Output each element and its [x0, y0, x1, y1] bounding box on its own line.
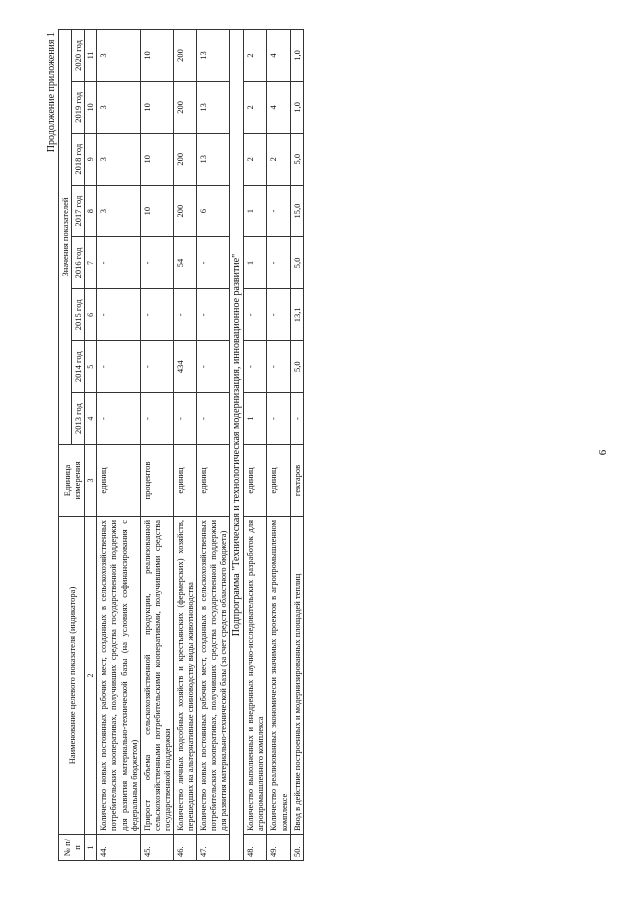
indicator-name: Количество выполненных и внедренных научно-исследовательских разработок для агропромышленного комплекса — [244, 517, 267, 835]
value-cell: 13,1 — [290, 289, 303, 341]
value-cell: - — [97, 341, 140, 393]
page-number: 6 — [597, 449, 609, 456]
header-no: № п/п — [59, 835, 85, 861]
indicator-name: Количество реализованных экономически значимых проектов в агропромышленном комплексе — [267, 517, 290, 835]
value-cell: 434 — [173, 341, 196, 393]
value-cell: 1 — [244, 393, 267, 445]
value-cell: - — [140, 393, 173, 445]
unit-cell: гектаров — [290, 445, 303, 517]
table-row — [244, 30, 267, 861]
table-row — [267, 30, 290, 861]
row-number: 46. — [173, 835, 196, 861]
column-number: 10 — [85, 81, 97, 133]
value-cell: - — [97, 289, 140, 341]
indicators-table — [58, 29, 304, 861]
value-cell: 1 — [244, 185, 267, 237]
indicator-name: Прирост объема сельскохозяйственной продукции, реализованной сельскохозяйственными потребительскими кооперативами, получившими средства государственной поддержки — [140, 517, 173, 835]
value-cell: 13 — [196, 30, 229, 82]
value-cell: 10 — [140, 81, 173, 133]
value-cell: - — [244, 289, 267, 341]
value-cell: 200 — [173, 81, 196, 133]
value-cell: - — [267, 289, 290, 341]
column-numbers-row — [85, 30, 97, 861]
column-number: 1 — [85, 835, 97, 861]
value-cell: 2 — [244, 30, 267, 82]
value-cell: 200 — [173, 185, 196, 237]
value-cell: - — [196, 289, 229, 341]
row-number: 47. — [196, 835, 229, 861]
header-year: 2015 год — [72, 289, 85, 341]
value-cell: 3 — [97, 185, 140, 237]
header-year: 2013 год — [72, 393, 85, 445]
table-row — [173, 30, 196, 861]
header-name: Наименование целевого показателя (индикатора) — [59, 517, 85, 835]
column-number: 4 — [85, 393, 97, 445]
value-cell: - — [267, 393, 290, 445]
column-number: 8 — [85, 185, 97, 237]
subprogram-row — [229, 30, 244, 861]
value-cell: 1,0 — [290, 81, 303, 133]
unit-cell: единиц — [196, 445, 229, 517]
column-number: 11 — [85, 30, 97, 82]
header-year: 2018 год — [72, 133, 85, 185]
unit-cell: единиц — [97, 445, 140, 517]
unit-cell: единиц — [267, 445, 290, 517]
appendix-caption: Продолжение приложения 1 — [46, 32, 57, 153]
table-body — [97, 30, 303, 861]
value-cell: - — [140, 237, 173, 289]
value-cell: 2 — [267, 133, 290, 185]
table-row — [290, 30, 303, 861]
header-year: 2019 год — [72, 81, 85, 133]
value-cell: - — [290, 393, 303, 445]
indicator-name: Количество новых постоянных рабочих мест, созданных в сельскохозяйственных потребительских кооперативах, получивших средства государственной поддержки для развития материально-технической базы (за счет средств областного бюджета) — [196, 517, 229, 835]
value-cell: - — [244, 341, 267, 393]
value-cell: 5,0 — [290, 133, 303, 185]
value-cell: 10 — [140, 133, 173, 185]
value-cell: - — [97, 393, 140, 445]
table-row — [97, 30, 140, 861]
value-cell: 4 — [267, 30, 290, 82]
value-cell: 200 — [173, 133, 196, 185]
value-cell: - — [97, 237, 140, 289]
value-cell: 2 — [244, 133, 267, 185]
value-cell: - — [173, 393, 196, 445]
unit-cell: процентов — [140, 445, 173, 517]
value-cell: 1,0 — [290, 30, 303, 82]
value-cell: - — [173, 289, 196, 341]
unit-cell: единиц — [244, 445, 267, 517]
value-cell: 15,0 — [290, 185, 303, 237]
value-cell: - — [267, 341, 290, 393]
header-year: 2014 год — [72, 341, 85, 393]
unit-cell: единиц — [173, 445, 196, 517]
indicator-name: Ввод в действие построенных и модернизированных площадей теплиц — [290, 517, 303, 835]
value-cell: - — [196, 237, 229, 289]
value-cell: 2 — [244, 81, 267, 133]
indicator-name: Количество личных подсобных хозяйств и крестьянских (фермерских) хозяйств, перешедших на альтернативные свиноводству виды животноводства — [173, 517, 196, 835]
value-cell: 13 — [196, 133, 229, 185]
row-number: 49. — [267, 835, 290, 861]
indicator-name: Количество новых постоянных рабочих мест, созданных в сельскохозяйственных потребительских кооперативах, получивших средства государственной поддержки для развития материально-технической базы (на условиях софинансирования с федеральным бюджетом) — [97, 517, 140, 835]
value-cell: 3 — [97, 30, 140, 82]
value-cell: - — [267, 237, 290, 289]
row-number: 50. — [290, 835, 303, 861]
value-cell: 3 — [97, 81, 140, 133]
value-cell: - — [140, 289, 173, 341]
value-cell: - — [196, 341, 229, 393]
table-row — [196, 30, 229, 861]
value-cell: 4 — [267, 81, 290, 133]
subprogram-title: Подпрограмма "Техническая и технологическая модернизация, инновационное развитие" — [229, 30, 244, 861]
value-cell: 10 — [140, 185, 173, 237]
column-number: 5 — [85, 341, 97, 393]
header-year: 2017 год — [72, 185, 85, 237]
value-cell: 6 — [196, 185, 229, 237]
value-cell: 200 — [173, 30, 196, 82]
value-cell: 5,0 — [290, 341, 303, 393]
header-year: 2016 год — [72, 237, 85, 289]
value-cell: - — [267, 185, 290, 237]
column-number: 7 — [85, 237, 97, 289]
row-number: 44. — [97, 835, 140, 861]
header-year: 2020 год — [72, 30, 85, 82]
value-cell: 54 — [173, 237, 196, 289]
header-values-group: Значения показателей — [59, 30, 72, 445]
column-number: 6 — [85, 289, 97, 341]
header-unit: Единица измерения — [59, 445, 85, 517]
row-number: 48. — [244, 835, 267, 861]
value-cell: - — [140, 341, 173, 393]
column-number: 2 — [85, 517, 97, 835]
table-row — [140, 30, 173, 861]
value-cell: 10 — [140, 30, 173, 82]
row-number: 45. — [140, 835, 173, 861]
value-cell: - — [196, 393, 229, 445]
value-cell: 5,0 — [290, 237, 303, 289]
column-number: 3 — [85, 445, 97, 517]
column-number: 9 — [85, 133, 97, 185]
value-cell: 1 — [244, 237, 267, 289]
value-cell: 13 — [196, 81, 229, 133]
value-cell: 3 — [97, 133, 140, 185]
